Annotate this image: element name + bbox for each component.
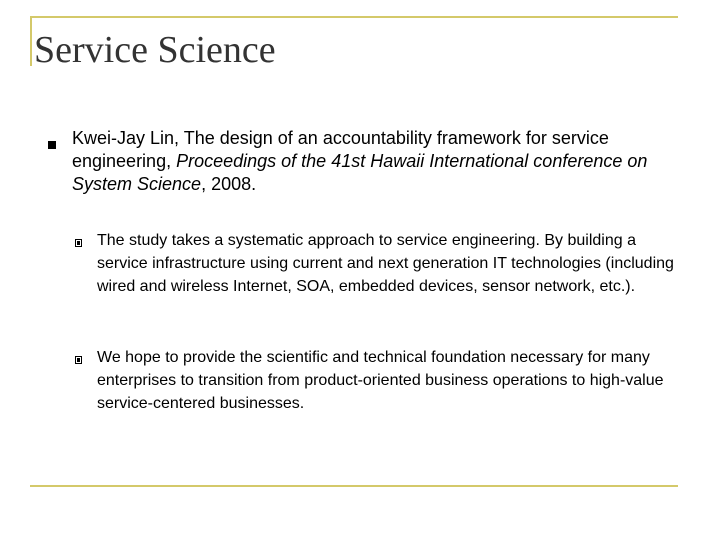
sub-bullet-text-2: We hope to provide the scientific and technical foundation necessary for many enterprises to transition from product-oriented business operations to high-value service-centered businesses.	[97, 349, 664, 412]
left-accent-rule	[30, 16, 32, 66]
citation-author-title: Kwei-Jay Lin, The design of an accountability framework for service engineering,	[72, 128, 609, 171]
sub-bullet-item-1	[75, 229, 685, 298]
top-accent-rule	[30, 16, 678, 18]
citation-year: , 2008.	[201, 174, 257, 194]
citation-venue: Proceedings of the 41st Hawaii International conference on System Science	[72, 151, 648, 194]
hollow-square-bullet-icon	[75, 356, 82, 364]
hollow-square-bullet-icon	[75, 239, 82, 247]
main-bullet-text	[72, 127, 684, 196]
sub-bullet-text-1: The study takes a systematic approach to service engineering. By building a service infrastructure using current and next generation IT technologies (including wired and wireless Internet, SOA, embedded devices, sensor network, etc.).	[97, 232, 674, 295]
bottom-accent-rule	[30, 485, 678, 487]
filled-square-bullet-icon	[48, 141, 56, 149]
slide-title: Service Science	[34, 29, 276, 71]
sub-bullet-item-2	[75, 346, 685, 415]
main-bullet-item	[48, 127, 688, 196]
